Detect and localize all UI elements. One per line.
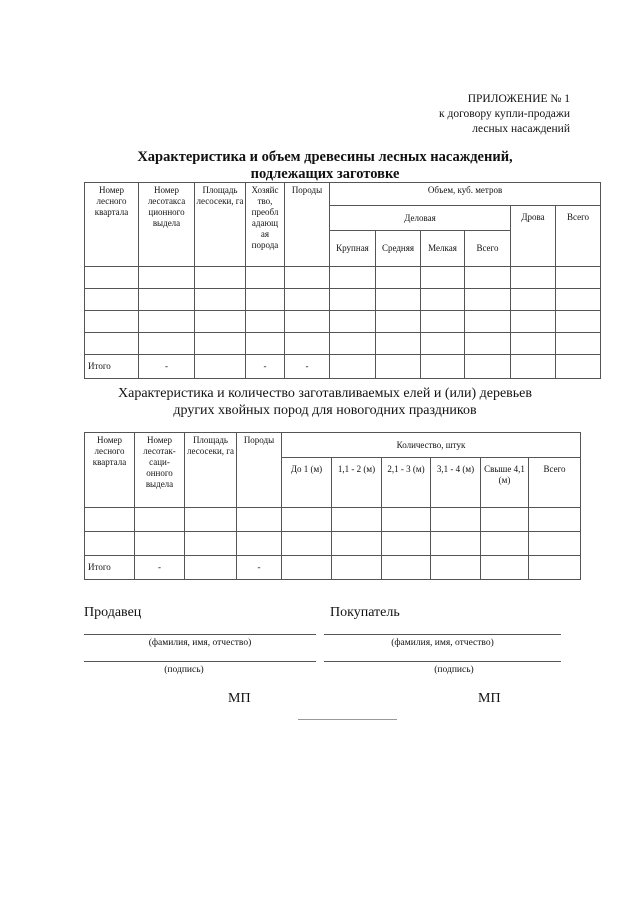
total-row bbox=[85, 556, 581, 580]
christmas-trees-table bbox=[84, 432, 581, 580]
footer-divider bbox=[298, 719, 397, 720]
header-height-2: 1,1 - 2 (м) bbox=[332, 458, 382, 508]
table-row bbox=[85, 311, 601, 333]
header-allotment-number: Номер лесотакса ционного выдела bbox=[139, 183, 195, 267]
buyer-sign-line[interactable] bbox=[324, 661, 561, 662]
total-dash: - bbox=[285, 355, 330, 379]
header-total-volume: Всего bbox=[556, 206, 601, 267]
total-dash: - bbox=[135, 556, 185, 580]
appendix-title: ПРИЛОЖЕНИЕ № 1 bbox=[467, 93, 570, 105]
seller-sign-line[interactable] bbox=[84, 661, 316, 662]
header-species: Породы bbox=[285, 183, 330, 267]
table-row bbox=[85, 267, 601, 289]
buyer-name-caption: (фамилия, имя, отчество) bbox=[391, 638, 494, 648]
seller-label: Продавец bbox=[84, 605, 142, 620]
total-label: Итого bbox=[85, 355, 139, 379]
header-firewood: Дрова bbox=[511, 206, 556, 267]
buyer-sign-caption: (подпись) bbox=[434, 665, 474, 675]
table1-title bbox=[90, 149, 560, 183]
header-species: Породы bbox=[237, 433, 282, 508]
header-height-5: Свыше 4,1 (м) bbox=[481, 458, 529, 508]
total-dash: - bbox=[237, 556, 282, 580]
buyer-label: Покупатель bbox=[330, 605, 400, 620]
seller-name-caption: (фамилия, имя, отчество) bbox=[148, 638, 252, 648]
header-height-3: 2,1 - 3 (м) bbox=[382, 458, 431, 508]
header-small: Мелкая bbox=[421, 231, 465, 267]
appendix-header bbox=[330, 92, 570, 137]
header-height-4: 3,1 - 4 (м) bbox=[431, 458, 481, 508]
header-business-timber: Деловая bbox=[330, 206, 511, 231]
header-cutting-area: Площадь лесосеки, га bbox=[185, 433, 237, 508]
seller-sign-caption: (подпись) bbox=[164, 665, 204, 675]
table-row bbox=[85, 508, 581, 532]
header-height-1: До 1 (м) bbox=[282, 458, 332, 508]
table2-title bbox=[60, 385, 590, 419]
header-quantity: Количество, штук bbox=[282, 433, 581, 458]
appendix-line3: лесных насаждений bbox=[472, 123, 570, 135]
total-dash: - bbox=[246, 355, 285, 379]
header-quarter-number: Номер лесного квартала bbox=[85, 183, 139, 267]
seller-stamp-label: МП bbox=[228, 691, 251, 706]
appendix-line2: к договору купли-продажи bbox=[439, 108, 570, 120]
header-allotment-number: Номер лесотак- саци- онного выдела bbox=[135, 433, 185, 508]
header-total-quantity: Всего bbox=[529, 458, 581, 508]
header-large: Крупная bbox=[330, 231, 376, 267]
total-label: Итого bbox=[85, 556, 135, 580]
total-dash: - bbox=[139, 355, 195, 379]
table2-title-line1: Характеристика и количество заготавливаемых елей и (или) деревьев bbox=[118, 386, 532, 401]
table-row bbox=[85, 532, 581, 556]
buyer-stamp-label: МП bbox=[478, 691, 501, 706]
header-cutting-area: Площадь лесосеки, га bbox=[195, 183, 246, 267]
table1-title-line2: подлежащих заготовке bbox=[250, 166, 400, 182]
header-quarter-number: Номер лесного квартала bbox=[85, 433, 135, 508]
seller-name-line[interactable] bbox=[84, 634, 316, 635]
table-row bbox=[85, 289, 601, 311]
table1-title-line1: Характеристика и объем древесины лесных насаждений, bbox=[137, 149, 513, 165]
table2-title-line2: других хвойных пород для новогодних праздников bbox=[173, 403, 477, 418]
timber-volume-table bbox=[84, 182, 601, 379]
header-medium: Средняя bbox=[376, 231, 421, 267]
buyer-name-line[interactable] bbox=[324, 634, 561, 635]
header-dominant-species: Хозяйс тво, преобл адающ ая порода bbox=[246, 183, 285, 267]
header-volume: Объем, куб. метров bbox=[330, 183, 601, 206]
header-business-total: Всего bbox=[465, 231, 511, 267]
total-row bbox=[85, 355, 601, 379]
table-row bbox=[85, 333, 601, 355]
